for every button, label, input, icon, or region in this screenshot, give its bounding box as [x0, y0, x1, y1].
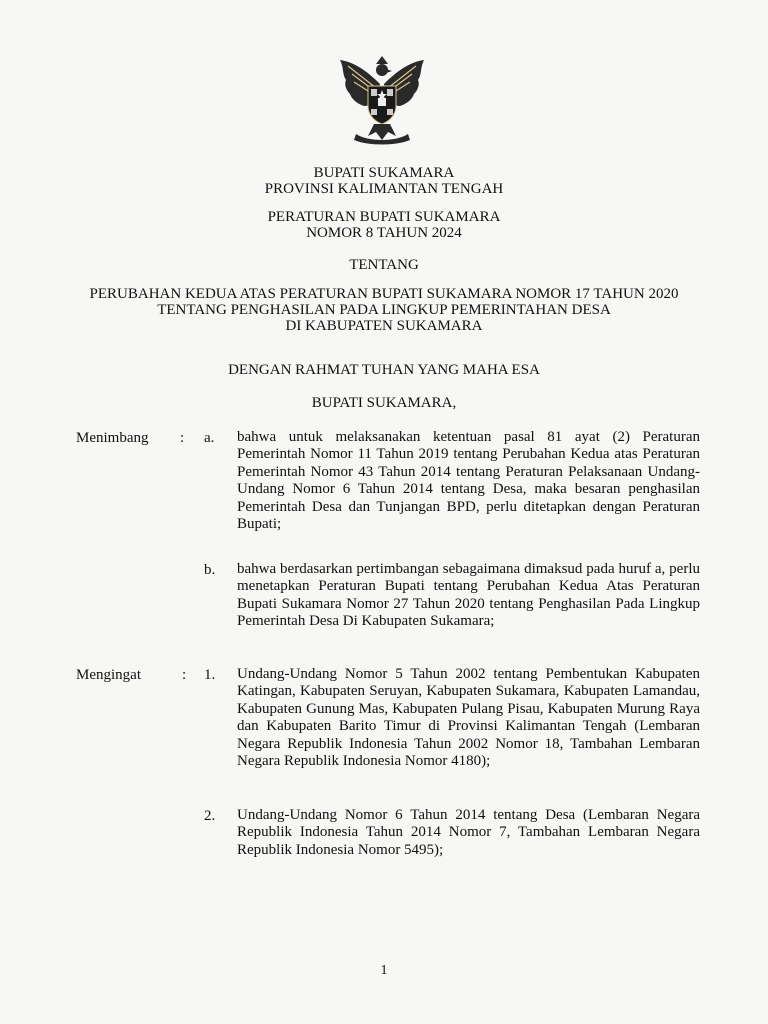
- issuer-province: PROVINSI KALIMANTAN TENGAH: [264, 181, 504, 197]
- item-marker: b.: [204, 562, 216, 578]
- menimbang-item-b: bahwa berdasarkan pertimbangan sebagaimana dimaksud pada huruf a, perlu menetapkan Peraturan Bupati tentang Perubahan Kedua Atas Peraturan Bupati Sukamara Nomor 27 Tahun 2020 tentang Penghasilan Pada Lingkup Pemerintah Desa Di Kabupaten Sukamara;: [237, 561, 700, 630]
- garuda-emblem-icon: [334, 54, 430, 146]
- invocation: DENGAN RAHMAT TUHAN YANG MAHA ESA: [228, 362, 540, 378]
- issuer-heading: [0, 165, 768, 197]
- regulation-title: [0, 286, 768, 334]
- regulation-title-line: PERUBAHAN KEDUA ATAS PERATURAN BUPATI SUKAMARA NOMOR 17 TAHUN 2020: [89, 286, 679, 302]
- regulation-type: PERATURAN BUPATI SUKAMARA: [267, 209, 501, 225]
- item-marker: 2.: [204, 808, 216, 824]
- regulation-title-line: DI KABUPATEN SUKAMARA: [285, 318, 483, 334]
- mengingat-item-1: Undang-Undang Nomor 5 Tahun 2002 tentang Pembentukan Kabupaten Katingan, Kabupaten Seruyan, Kabupaten Sukamara, Kabupaten Lamandau, Kabupaten Gunung Mas, Kabupaten Pulang Pisau, Kabupaten Murung Raya dan Kabupaten Barito Timur di Provinsi Kalimantan Tengah (Lembaran Negara Republik Indonesia Tahun 2002 Nomor 18, Tambahan Lembaran Negara Republik Indonesia Nomor 4180);: [237, 666, 700, 770]
- issuer-title: BUPATI SUKAMARA: [313, 165, 455, 181]
- page-number: 1: [380, 963, 388, 978]
- regulation-heading: [0, 209, 768, 241]
- mengingat-item-2: Undang-Undang Nomor 6 Tahun 2014 tentang Desa (Lembaran Negara Republik Indonesia Tahun 2014 Nomor 7, Tambahan Lembaran Negara Republik Indonesia Nomor 5495);: [237, 807, 700, 858]
- menimbang-item-a: bahwa untuk melaksanakan ketentuan pasal 81 ayat (2) Peraturan Pemerintah Nomor 11 Tahun 2019 tentang Perubahan Kedua atas Peraturan Pemerintah Nomor 43 Tahun 2014 tentang Peraturan Pelaksanaan Undang-Undang Nomor 6 Tahun 2014 tentang Desa, maka besaran penghasilan Pemerintah Desa dan Tunjangan BPD, perlu ditetapkan dengan Peraturan Bupati;: [237, 429, 700, 533]
- mengingat-label: Mengingat: [76, 667, 141, 683]
- menimbang-colon: :: [180, 430, 185, 446]
- mengingat-colon: :: [182, 667, 187, 683]
- item-marker: a.: [204, 430, 215, 446]
- item-marker: 1.: [204, 667, 216, 683]
- menimbang-label: Menimbang: [76, 430, 149, 446]
- tentang-label: TENTANG: [349, 257, 419, 273]
- regulation-title-line: TENTANG PENGHASILAN PADA LINGKUP PEMERINTAHAN DESA: [157, 302, 611, 318]
- regulation-number: NOMOR 8 TAHUN 2024: [306, 225, 462, 241]
- issuer-salutation: BUPATI SUKAMARA,: [311, 395, 457, 411]
